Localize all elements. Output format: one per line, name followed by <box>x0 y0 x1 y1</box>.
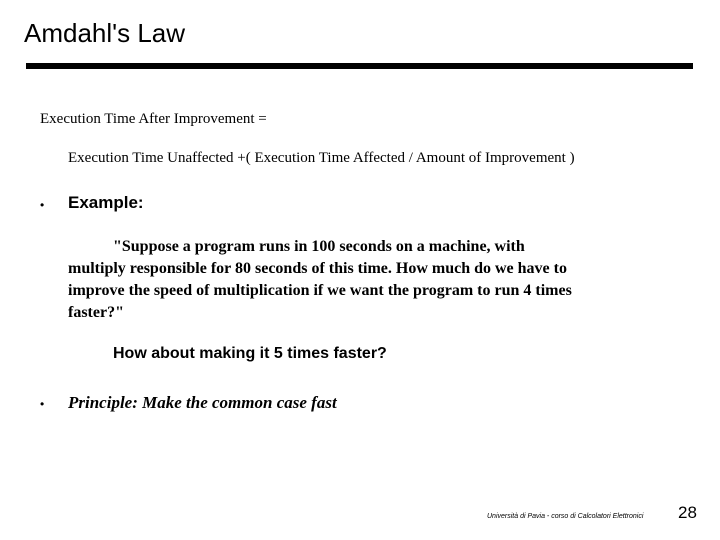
title-divider <box>26 63 693 69</box>
footer-text: Università di Pavia - corso di Calcolatori Elettronici <box>487 513 644 520</box>
example-quote-line-2: multiply responsible for 80 seconds of this time. How much do we have to <box>68 260 567 277</box>
example-quote-line-3: improve the speed of multiplication if we want the program to run 4 times <box>68 282 572 299</box>
followup-question: How about making it 5 times faster? <box>113 345 387 362</box>
slide-title: Amdahl's Law <box>24 18 186 48</box>
example-quote <box>68 236 668 324</box>
bullet-marker-example: • <box>40 198 45 212</box>
bullet-marker-principle: • <box>40 397 45 411</box>
principle-text: Principle: Make the common case fast <box>68 393 337 412</box>
example-quote-line-4: faster?" <box>68 304 124 321</box>
page-number: 28 <box>678 503 697 522</box>
example-label: Example: <box>68 193 144 212</box>
example-quote-line-1: "Suppose a program runs in 100 seconds on a machine, with <box>113 238 525 255</box>
formula-line-2: Execution Time Unaffected +( Execution Time Affected / Amount of Improvement ) <box>68 150 575 166</box>
formula-line-1: Execution Time After Improvement = <box>40 111 267 127</box>
